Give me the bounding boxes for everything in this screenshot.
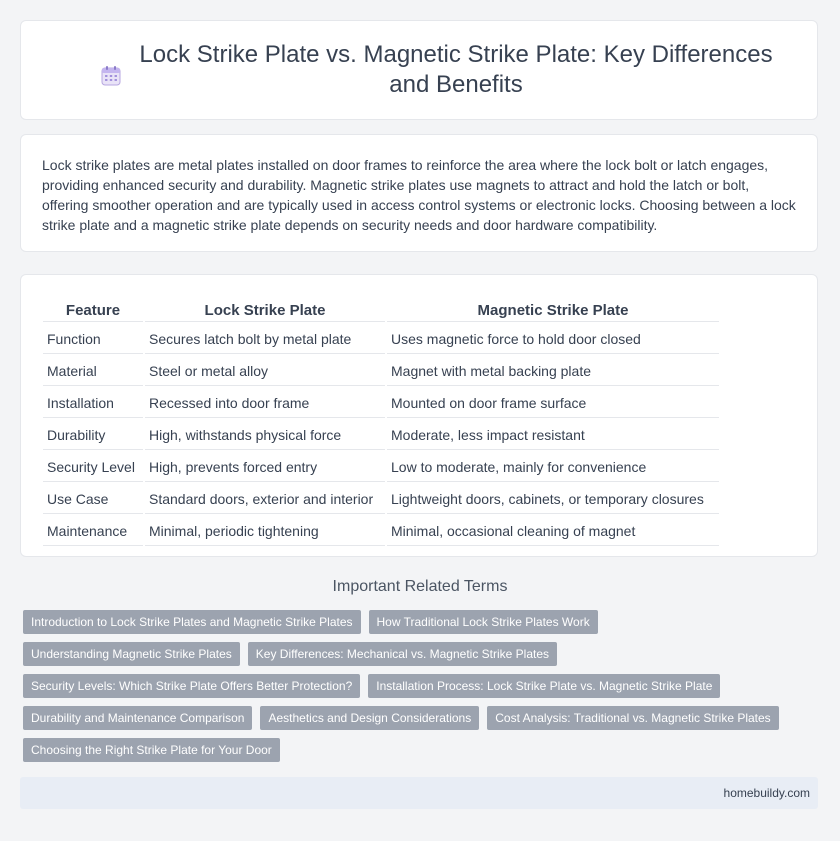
column-header-magnetic-strike-plate: Magnetic Strike Plate — [387, 299, 719, 322]
footer-site-link[interactable]: homebuildy.com — [723, 786, 810, 800]
table-header-row — [43, 299, 719, 322]
table-row — [43, 356, 719, 386]
related-term-tag[interactable]: Aesthetics and Design Considerations — [260, 706, 479, 730]
table-row — [43, 324, 719, 354]
header-card — [20, 20, 818, 120]
table-cell: Mounted on door frame surface — [387, 388, 719, 418]
related-term-tag[interactable]: Key Differences: Mechanical vs. Magnetic Strike Plates — [248, 642, 557, 666]
table-cell: Minimal, periodic tightening — [145, 516, 385, 546]
intro-paragraph: Lock strike plates are metal plates installed on door frames to reinforce the area where the lock bolt or latch engages, providing enhanced security and durability. Magnetic strike plates use magnets to attract and hold the latch or bolt, offering smoother operation and are typically used in access control systems or electronic locks. Choosing between a lock strike plate and a magnetic strike plate depends on security needs and door hardware compatibility. — [42, 157, 796, 233]
table-row — [43, 388, 719, 418]
related-term-tag[interactable]: Durability and Maintenance Comparison — [23, 706, 252, 730]
column-header-feature: Feature — [43, 299, 143, 322]
table-cell: Moderate, less impact resistant — [387, 420, 719, 450]
related-terms-title: Important Related Terms — [332, 578, 508, 595]
table-cell: Minimal, occasional cleaning of magnet — [387, 516, 719, 546]
table-cell: Uses magnetic force to hold door closed — [387, 324, 719, 354]
related-term-tag[interactable]: How Traditional Lock Strike Plates Work — [369, 610, 598, 634]
related-term-tag[interactable]: Choosing the Right Strike Plate for Your Door — [23, 738, 280, 762]
table-row — [43, 484, 719, 514]
title-wrap — [59, 40, 779, 100]
page-title: Lock Strike Plate vs. Magnetic Strike Plate: Key Differences and Benefits — [139, 41, 773, 98]
table-row — [43, 452, 719, 482]
table-cell: Maintenance — [43, 516, 143, 546]
table-cell: Lightweight doors, cabinets, or temporary closures — [387, 484, 719, 514]
comparison-table-card — [20, 274, 818, 557]
table-cell: Low to moderate, mainly for convenience — [387, 452, 719, 482]
table-cell: Standard doors, exterior and interior — [145, 484, 385, 514]
related-term-tag[interactable]: Installation Process: Lock Strike Plate vs. Magnetic Strike Plate — [368, 674, 720, 698]
table-cell: Steel or metal alloy — [145, 356, 385, 386]
related-term-tag[interactable]: Cost Analysis: Traditional vs. Magnetic Strike Plates — [487, 706, 778, 730]
table-cell: Recessed into door frame — [145, 388, 385, 418]
table-cell: High, withstands physical force — [145, 420, 385, 450]
related-term-tag[interactable]: Understanding Magnetic Strike Plates — [23, 642, 240, 666]
column-header-lock-strike-plate: Lock Strike Plate — [145, 299, 385, 322]
calendar-icon — [99, 64, 123, 88]
table-cell: Secures latch bolt by metal plate — [145, 324, 385, 354]
table-cell: Installation — [43, 388, 143, 418]
related-terms-tags — [23, 610, 813, 762]
table-cell: Magnet with metal backing plate — [387, 356, 719, 386]
table-cell: Function — [43, 324, 143, 354]
table-cell: High, prevents forced entry — [145, 452, 385, 482]
table-row — [43, 420, 719, 450]
table-cell: Use Case — [43, 484, 143, 514]
related-term-tag[interactable]: Introduction to Lock Strike Plates and Magnetic Strike Plates — [23, 610, 361, 634]
footer — [20, 777, 818, 809]
table-cell: Security Level — [43, 452, 143, 482]
related-term-tag[interactable]: Security Levels: Which Strike Plate Offers Better Protection? — [23, 674, 360, 698]
comparison-table — [41, 297, 721, 548]
table-cell: Durability — [43, 420, 143, 450]
intro-card — [20, 134, 818, 252]
table-row — [43, 516, 719, 546]
table-cell: Material — [43, 356, 143, 386]
